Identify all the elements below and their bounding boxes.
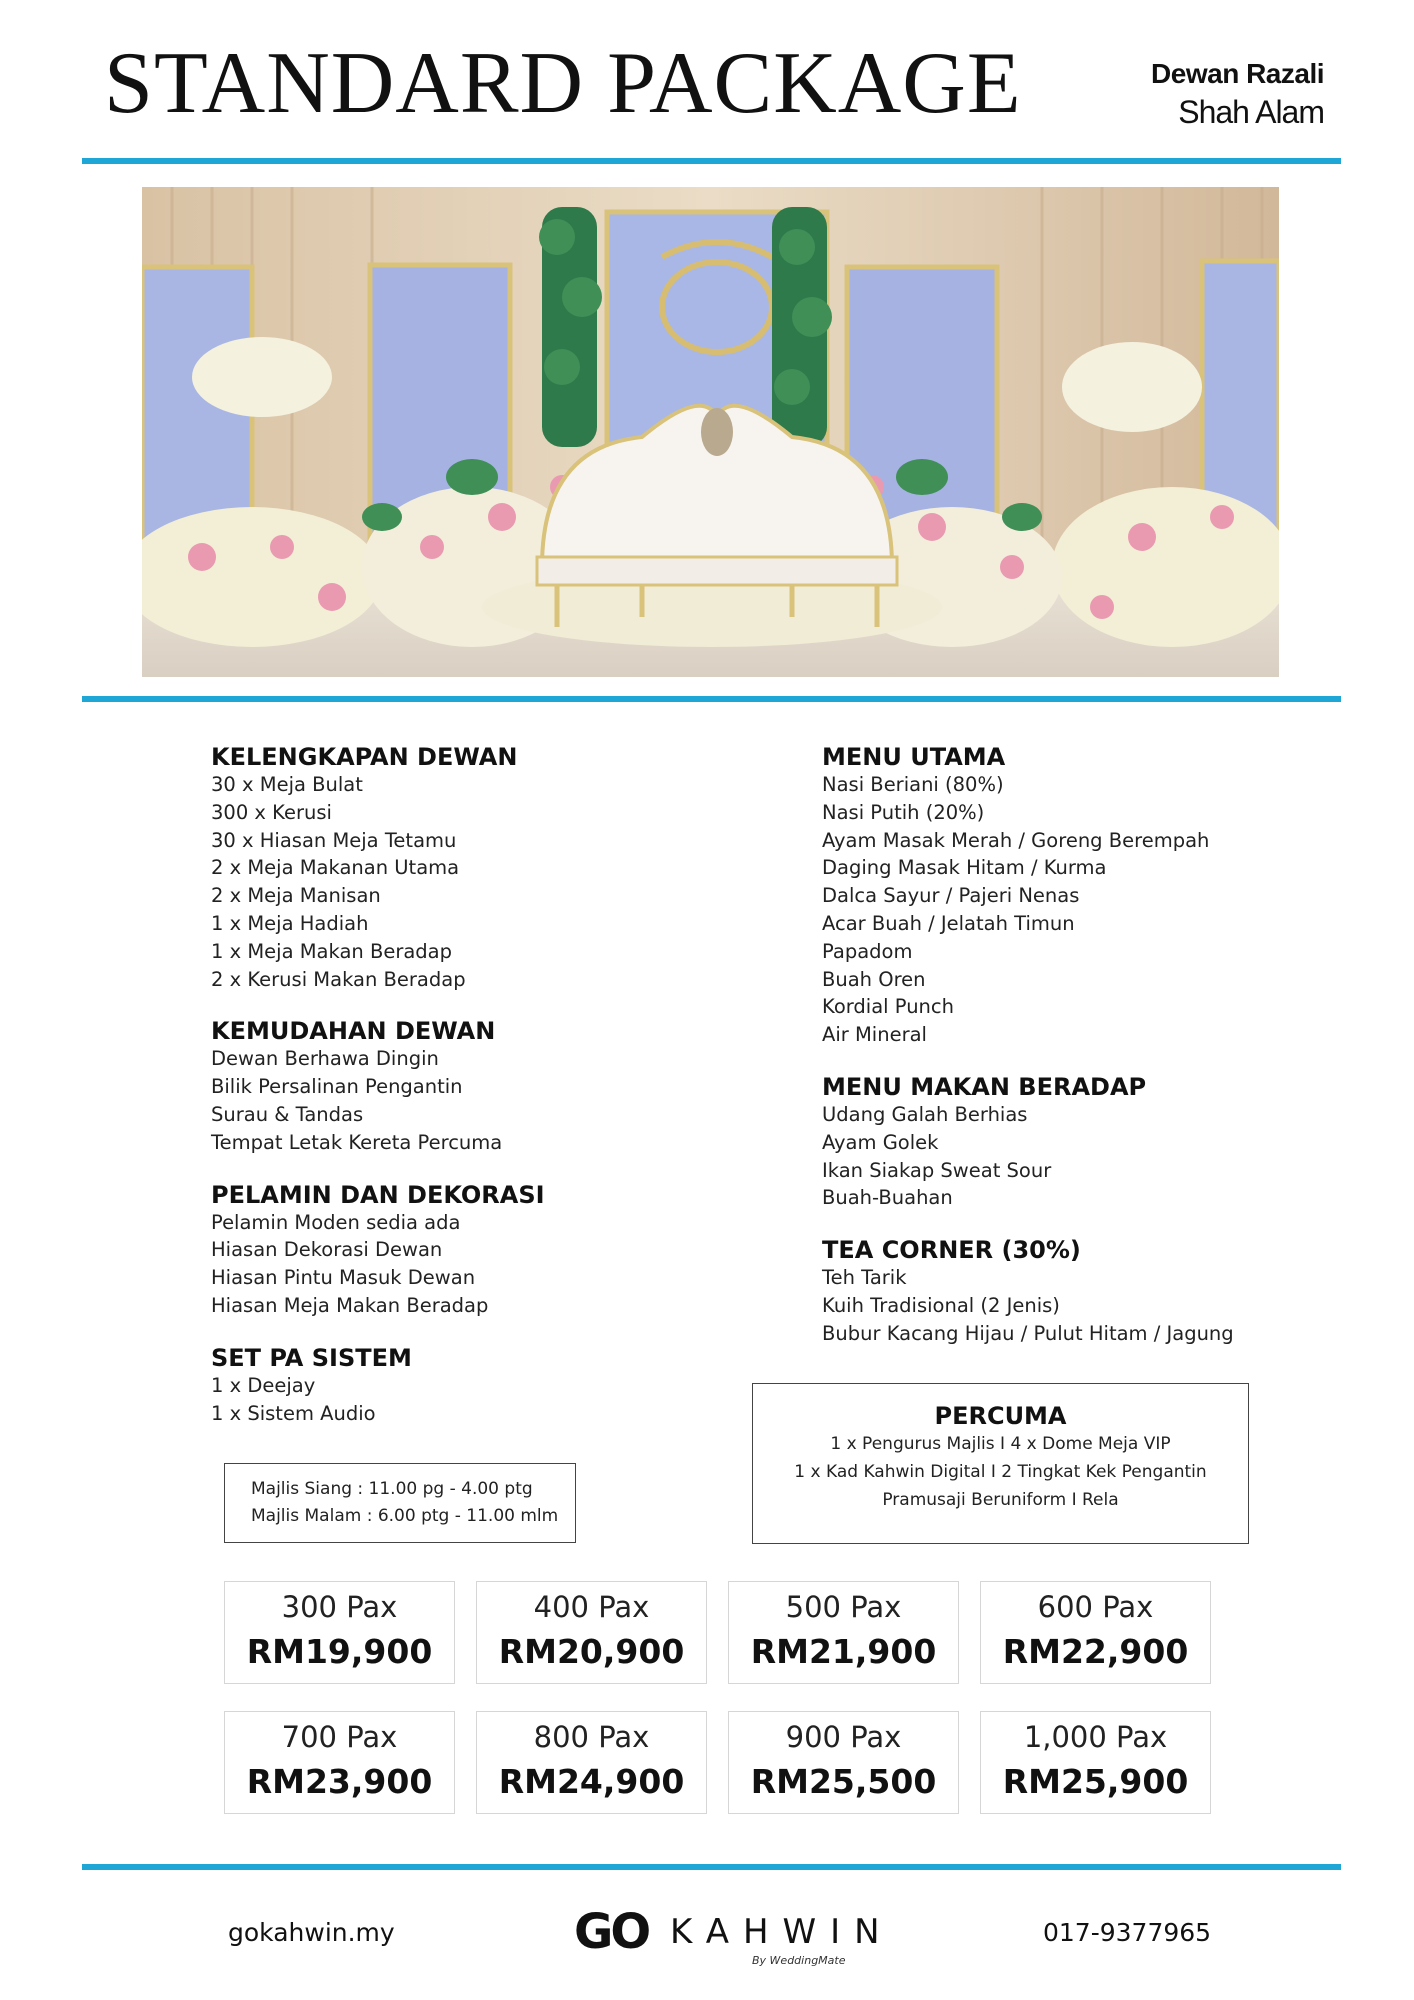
list-item: Teh Tarik <box>822 1266 907 1290</box>
list-item: Air Mineral <box>822 1023 927 1047</box>
list-item: Dewan Berhawa Dingin <box>211 1047 439 1071</box>
section-menu-utama <box>822 743 1234 1049</box>
list-item: Acar Buah / Jelatah Timun <box>822 911 1075 935</box>
price-card-700 <box>224 1711 455 1814</box>
list-item: Surau & Tandas <box>211 1102 364 1126</box>
price-amount: RM20,900 <box>498 1632 685 1671</box>
divider-top <box>82 158 1341 164</box>
hours-day: Majlis Siang : 11.00 pg - 4.00 ptg <box>251 1479 533 1499</box>
price-card-400 <box>476 1581 707 1684</box>
section-heading: MENU MAKAN BERADAP <box>822 1072 1147 1101</box>
section-heading: KEMUDAHAN DEWAN <box>211 1017 496 1046</box>
price-pax: 800 Pax <box>533 1720 650 1754</box>
list-item: Buah-Buahan <box>822 1186 953 1210</box>
list-item: Dalca Sayur / Pajeri Nenas <box>822 884 1080 908</box>
list-item: Udang Galah Berhias <box>822 1102 1028 1126</box>
list-item: Bubur Kacang Hijau / Pulut Hitam / Jagung <box>822 1321 1234 1345</box>
price-amount: RM24,900 <box>498 1762 685 1801</box>
list-item: Hiasan Pintu Masuk Dewan <box>211 1266 476 1290</box>
section-heading: KELENGKAPAN DEWAN <box>211 743 518 771</box>
price-pax: 900 Pax <box>785 1720 902 1754</box>
pelamin-illustration <box>142 187 1279 677</box>
price-amount: RM21,900 <box>750 1632 937 1671</box>
price-amount: RM23,900 <box>246 1762 433 1801</box>
list-item: 1 x Sistem Audio <box>211 1401 376 1425</box>
section-heading: SET PA SISTEM <box>211 1343 412 1372</box>
list-item: 2 x Meja Manisan <box>211 884 381 908</box>
price-pax: 300 Pax <box>281 1590 398 1624</box>
price-card-900 <box>728 1711 959 1814</box>
left-column <box>211 743 545 1451</box>
list-item: Ayam Golek <box>822 1130 939 1154</box>
price-pax: 700 Pax <box>281 1720 398 1754</box>
list-item: 1 x Meja Makan Beradap <box>211 939 453 963</box>
list-item: Hiasan Dekorasi Dewan <box>211 1238 443 1262</box>
list-item: Kuih Tradisional (2 Jenis) <box>822 1293 1060 1317</box>
section-pelamin-dekorasi <box>211 1181 545 1320</box>
list-item: 30 x Hiasan Meja Tetamu <box>211 828 457 852</box>
venue <box>1151 58 1324 131</box>
price-amount: RM19,900 <box>246 1632 433 1671</box>
price-card-500 <box>728 1581 959 1684</box>
price-pax: 500 Pax <box>785 1590 902 1624</box>
pelamin-photo <box>142 187 1279 677</box>
price-card-300 <box>224 1581 455 1684</box>
section-tea-corner <box>822 1236 1234 1347</box>
logo-by: By WeddingMate <box>752 1954 846 1967</box>
price-card-800 <box>476 1711 707 1814</box>
list-item: Hiasan Meja Makan Beradap <box>211 1293 489 1317</box>
list-item: Daging Masak Hitam / Kurma <box>822 856 1107 880</box>
percuma-line: 1 x Kad Kahwin Digital I 2 Tingkat Kek Pengantin <box>794 1462 1207 1482</box>
list-item: Ayam Masak Merah / Goreng Berempah <box>822 828 1210 852</box>
price-amount: RM22,900 <box>1002 1632 1189 1671</box>
list-item: Tempat Letak Kereta Percuma <box>211 1130 503 1154</box>
phone-number[interactable]: 017-9377965 <box>1043 1918 1212 1947</box>
section-heading: PELAMIN DAN DEKORASI <box>211 1180 545 1209</box>
section-heading: TEA CORNER (30%) <box>822 1236 1081 1265</box>
percuma-line: Pramusaji Beruniform I Rela <box>882 1490 1119 1510</box>
price-card-1000 <box>980 1711 1211 1814</box>
gokahwin-logo <box>574 1904 894 1974</box>
list-item: Pelamin Moden sedia ada <box>211 1210 461 1234</box>
list-item: 1 x Meja Hadiah <box>211 911 369 935</box>
page-title: STANDARD PACKAGE <box>104 35 1022 132</box>
website-link[interactable]: gokahwin.my <box>228 1918 395 1947</box>
list-item: Bilik Persalinan Pengantin <box>211 1075 463 1099</box>
price-amount: RM25,500 <box>750 1762 937 1801</box>
percuma-line: 1 x Pengurus Majlis I 4 x Dome Meja VIP <box>830 1434 1171 1454</box>
list-item: 2 x Meja Makanan Utama <box>211 856 460 880</box>
logo-go: GO <box>574 1904 649 1960</box>
list-item: 300 x Kerusi <box>211 800 332 824</box>
list-item: Papadom <box>822 939 913 963</box>
section-pa-sistem <box>211 1344 545 1428</box>
section-kelengkapan-dewan <box>211 743 545 993</box>
list-item: 30 x Meja Bulat <box>211 773 363 796</box>
list-item: Nasi Beriani (80%) <box>822 773 1004 796</box>
list-item: 2 x Kerusi Makan Beradap <box>211 967 466 991</box>
price-pax: 1,000 Pax <box>1023 1720 1168 1754</box>
list-item: Nasi Putih (20%) <box>822 800 985 824</box>
venue-name: Dewan Razali <box>1151 58 1324 89</box>
divider-middle <box>82 696 1341 702</box>
percuma-box <box>752 1383 1249 1544</box>
percuma-heading: PERCUMA <box>934 1402 1067 1430</box>
event-hours-box <box>224 1463 576 1543</box>
venue-location: Shah Alam <box>1178 94 1324 130</box>
list-item: Ikan Siakap Sweat Sour <box>822 1158 1052 1182</box>
price-pax: 600 Pax <box>1037 1590 1154 1624</box>
section-heading: MENU UTAMA <box>822 743 1006 771</box>
section-menu-makan-beradap <box>822 1073 1234 1212</box>
logo-kahwin: KAHWIN <box>670 1912 894 1952</box>
list-item: 1 x Deejay <box>211 1373 316 1397</box>
price-amount: RM25,900 <box>1002 1762 1189 1801</box>
section-kemudahan-dewan <box>211 1017 545 1156</box>
price-pax: 400 Pax <box>533 1590 650 1624</box>
list-item: Buah Oren <box>822 967 926 991</box>
divider-bottom <box>82 1864 1341 1870</box>
right-column <box>822 743 1234 1372</box>
price-card-600 <box>980 1581 1211 1684</box>
list-item: Kordial Punch <box>822 995 954 1019</box>
hours-night: Majlis Malam : 6.00 ptg - 11.00 mlm <box>251 1506 559 1526</box>
